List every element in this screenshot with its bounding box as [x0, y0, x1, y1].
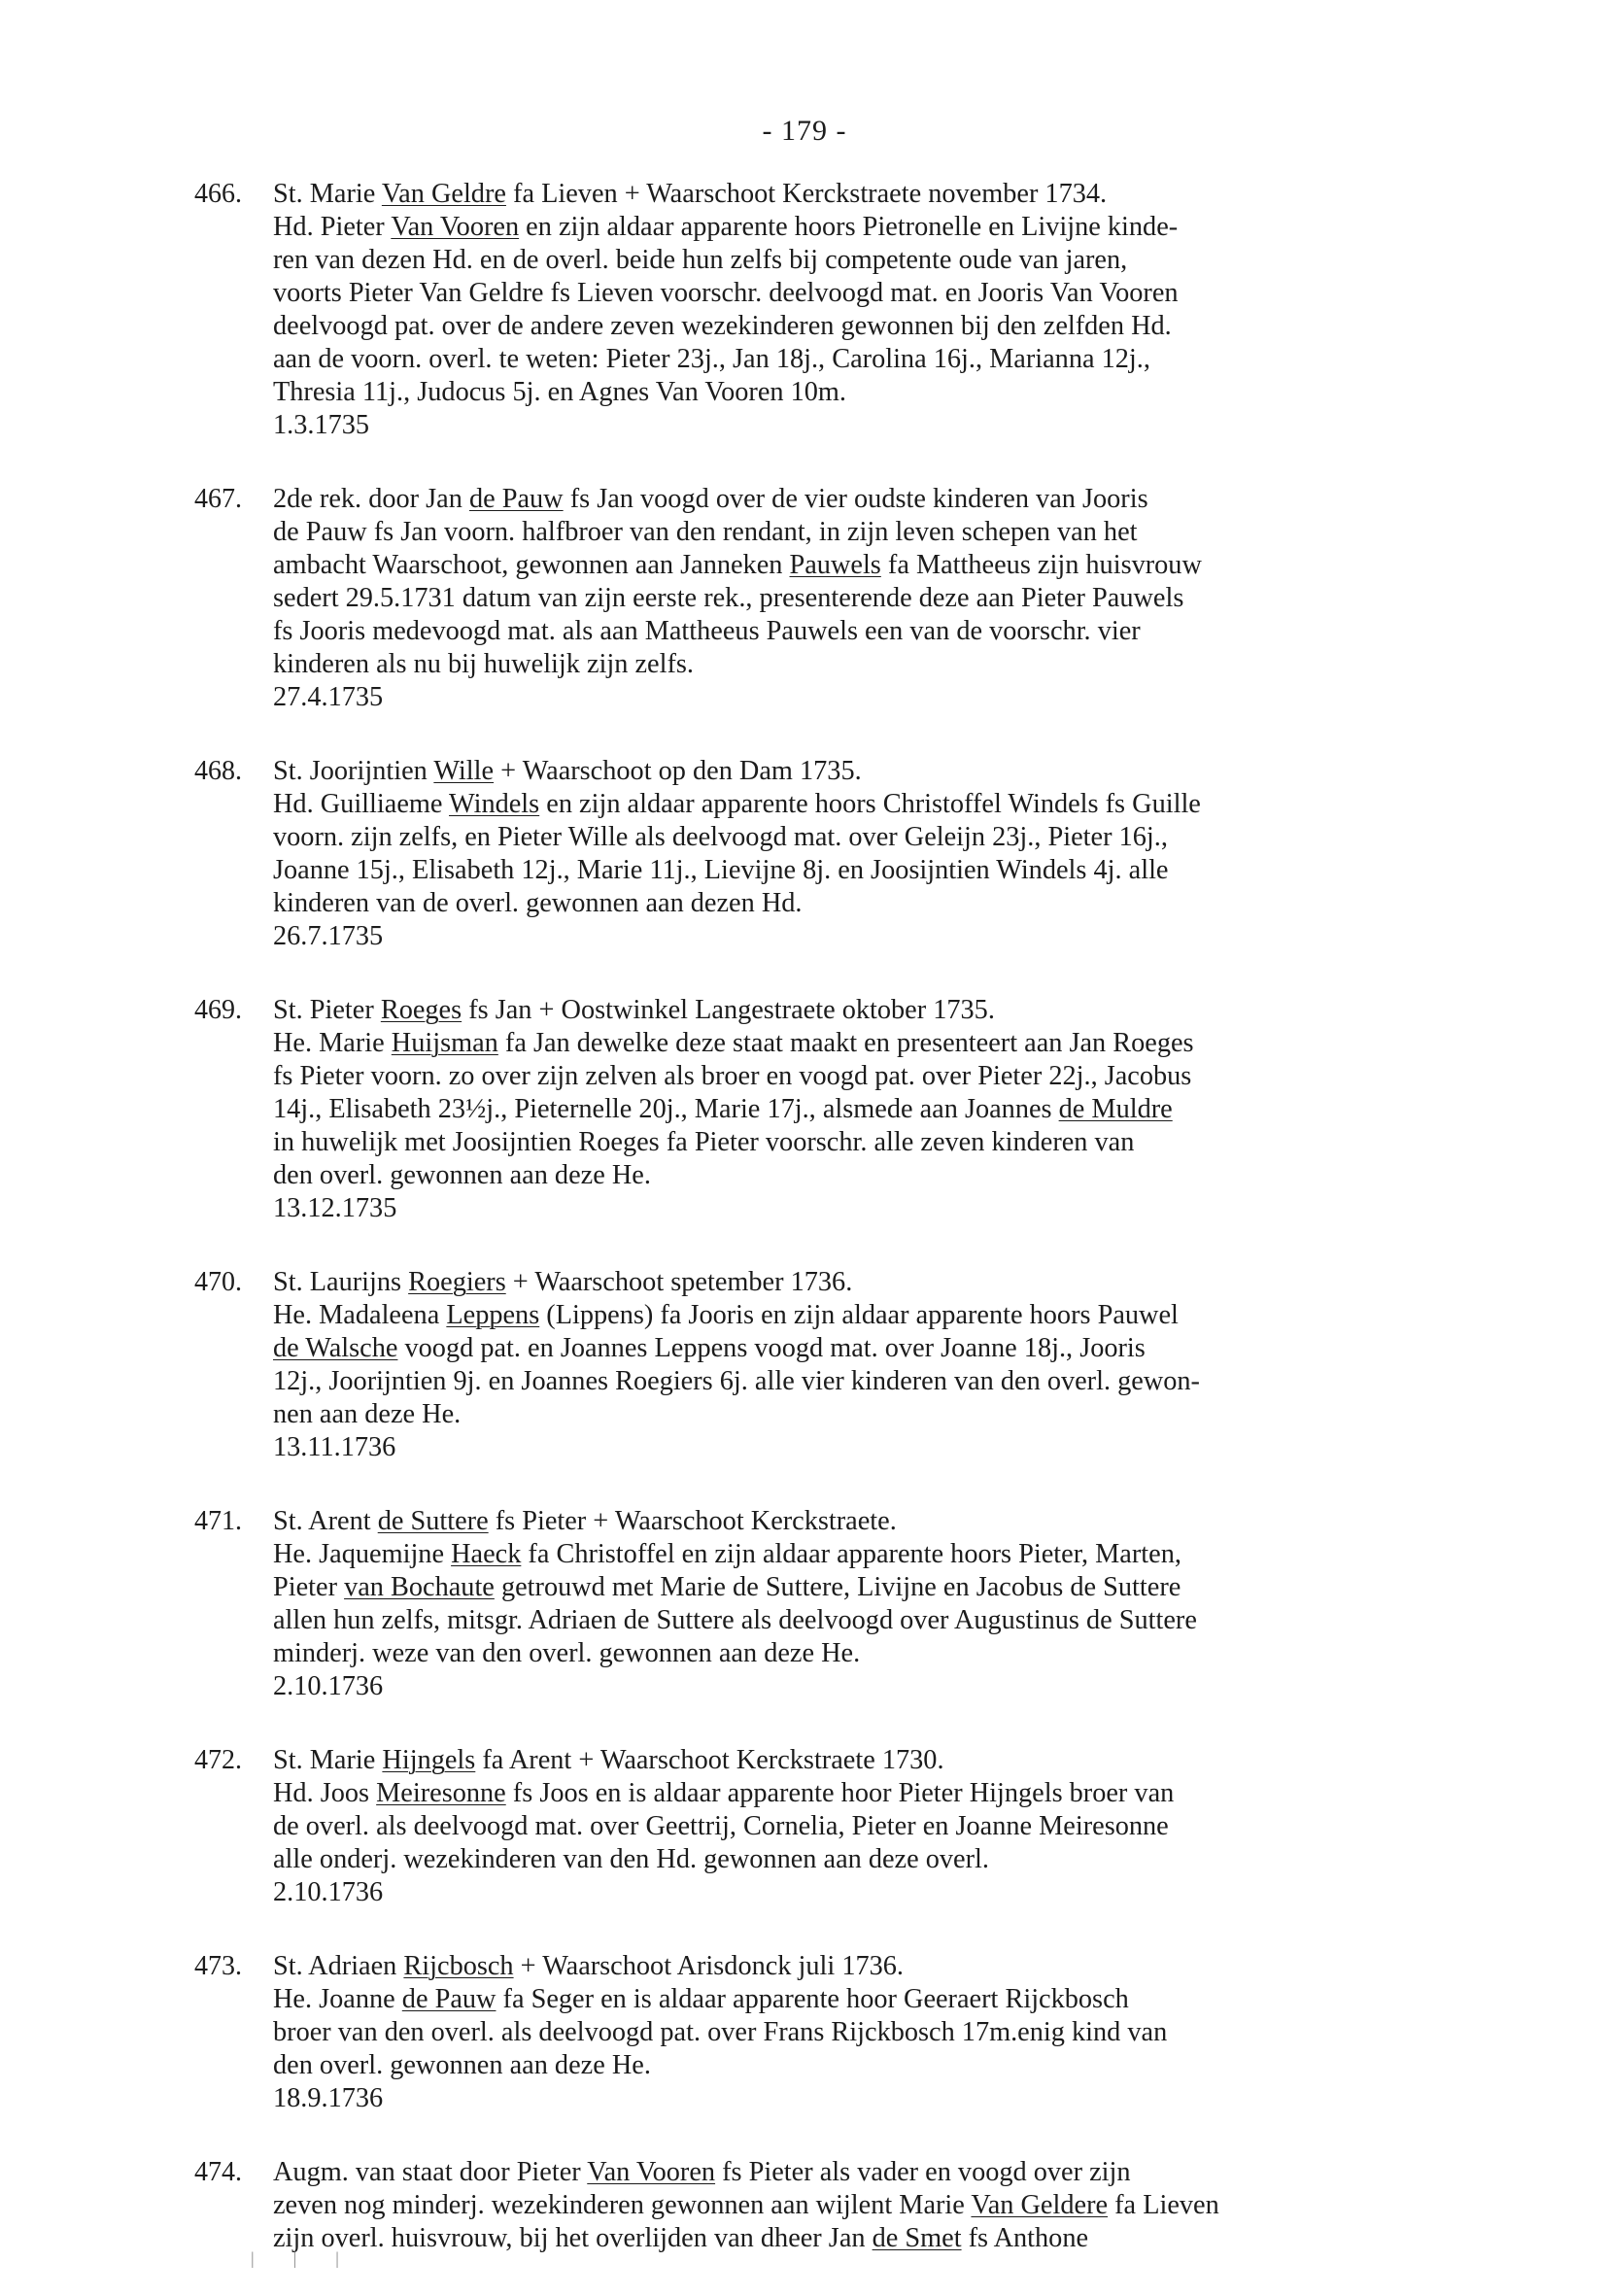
text-segment: Augm. van staat door Pieter — [273, 2157, 588, 2187]
text-segment: 13.11.1736 — [273, 1432, 396, 1462]
entry-line — [273, 2016, 1570, 2049]
text-segment: St. Laurijns — [273, 1267, 409, 1297]
text-segment: fs Jan + Oostwinkel Langestraete oktober 1735. — [462, 995, 995, 1025]
underlined-name: Meiresonne — [376, 1778, 506, 1808]
entry-line — [273, 854, 1570, 887]
underlined-name: Leppens — [446, 1300, 540, 1330]
entry-line — [273, 409, 1570, 442]
text-segment: He. Jaquemijne — [273, 1539, 452, 1569]
entry — [0, 1505, 1609, 1703]
page-number: - 179 - — [762, 115, 847, 147]
underlined-name: Van Vooren — [391, 212, 520, 242]
entry-line — [273, 920, 1570, 953]
entry-number: 470. — [194, 1267, 242, 1297]
underlined-name: Roegiers — [408, 1267, 506, 1297]
entry-line — [273, 1093, 1570, 1126]
entry-line — [273, 615, 1570, 648]
text-segment: 18.9.1736 — [273, 2083, 384, 2113]
entry-body — [273, 2156, 1570, 2255]
text-segment: 12j., Joorijntien 9j. en Joannes Roegiers 6j. alle vier kinderen van den overl. gewon- — [273, 1366, 1200, 1396]
text-segment: voogd pat. en Joannes Leppens voogd mat. over Joanne 18j., Jooris — [397, 1333, 1146, 1363]
text-segment: de overl. als deelvoogd mat. over Geettrij, Cornelia, Pieter en Joanne Meiresonne — [273, 1811, 1169, 1841]
entry-line — [273, 1332, 1570, 1365]
entry-line — [273, 1744, 1570, 1777]
text-segment: Joanne 15j., Elisabeth 12j., Marie 11j., Lievijne 8j. en Joosijntien Windels 4j. alle — [273, 855, 1169, 885]
underlined-name: de Suttere — [377, 1506, 489, 1536]
text-segment: + Waarschoot op den Dam 1735. — [494, 756, 862, 786]
text-segment: St. Joorijntien — [273, 756, 434, 786]
entry-line — [273, 1670, 1570, 1703]
text-segment: voorts Pieter Van Geldre fs Lieven voorschr. deelvoogd mat. en Jooris Van Vooren — [273, 278, 1179, 308]
entry-body — [273, 483, 1570, 714]
entry-number: 466. — [194, 179, 242, 209]
text-segment: voorn. zijn zelfs, en Pieter Wille als deelvoogd mat. over Geleijn 23j., Pieter 16j., — [273, 822, 1168, 852]
entry-line — [273, 549, 1570, 582]
text-segment: + Waarschoot spetember 1736. — [505, 1267, 853, 1297]
entry-line — [273, 1159, 1570, 1192]
underlined-name: Roeges — [380, 995, 462, 1025]
entry-number: 469. — [194, 995, 242, 1025]
underlined-name: Wille — [433, 756, 495, 786]
text-segment: 2.10.1736 — [273, 1671, 384, 1701]
text-segment: fa Lieven + Waarschoot Kerckstraete november 1734. — [505, 179, 1108, 209]
text-segment: in huwelijk met Joosijntien Roeges fa Pieter voorschr. alle zeven kinderen van — [273, 1127, 1135, 1157]
text-segment: fs Pieter + Waarschoot Kerckstraete. — [488, 1506, 897, 1536]
text-segment: den overl. gewonnen aan deze He. — [273, 2050, 651, 2080]
underlined-name: de Smet — [872, 2223, 962, 2253]
entry-number: 473. — [194, 1951, 242, 1981]
underlined-name: Van Geldre — [381, 179, 506, 209]
text-segment: minderj. weze van den overl. gewonnen aan deze He. — [273, 1638, 861, 1668]
text-segment: St. Arent — [273, 1506, 378, 1536]
entry-body — [273, 1266, 1570, 1464]
text-segment: 26.7.1735 — [273, 921, 384, 951]
text-segment: + Waarschoot Arisdonck juli 1736. — [513, 1951, 905, 1981]
entry-number: 472. — [194, 1745, 242, 1775]
text-segment: 1.3.1735 — [273, 410, 370, 440]
text-segment: kinderen van de overl. gewonnen aan dezen Hd. — [273, 888, 803, 918]
text-segment: 2de rek. door Jan — [273, 484, 469, 514]
text-segment: ambacht Waarschoot, gewonnen aan Janneken — [273, 550, 790, 580]
text-segment: deelvoogd pat. over de andere zeven wezekinderen gewonnen bij den zelfden Hd. — [273, 311, 1172, 341]
text-segment: sedert 29.5.1731 datum van zijn eerste rek., presenterende deze aan Pieter Pauwels — [273, 583, 1184, 613]
entry-line — [273, 1843, 1570, 1876]
underlined-name: de Pauw — [468, 484, 564, 514]
text-segment: (Lippens) fa Jooris en zijn aldaar apparente hoors Pauwel — [539, 1300, 1179, 1330]
text-segment: fs Jooris medevoogd mat. als aan Mattheeus Pauwels een van de voorschr. vier — [273, 616, 1141, 646]
entry-line — [273, 211, 1570, 244]
entry-body — [273, 1744, 1570, 1909]
text-segment: Thresia 11j., Judocus 5j. en Agnes Van Vooren 10m. — [273, 377, 846, 407]
underlined-name: Van Vooren — [587, 2157, 716, 2187]
entry-line — [273, 1637, 1570, 1670]
entry-line — [273, 2189, 1570, 2222]
entry — [0, 178, 1609, 442]
text-segment: zijn overl. huisvrouw, bij het overlijden van dheer Jan — [273, 2223, 873, 2253]
underlined-name: de Muldre — [1058, 1094, 1173, 1124]
text-segment: He. Joanne — [273, 1984, 402, 2014]
entry — [0, 1266, 1609, 1464]
entry-line — [273, 1876, 1570, 1909]
text-segment: fs Pieter als vader en voogd over zijn — [715, 2157, 1131, 2187]
text-segment: fs Jan voogd over de vier oudste kinderen van Jooris — [563, 484, 1148, 514]
text-segment: St. Pieter — [273, 995, 381, 1025]
entry-line — [273, 1810, 1570, 1843]
entry-line — [273, 1398, 1570, 1431]
entry-line — [273, 821, 1570, 854]
entry-line — [273, 648, 1570, 681]
text-segment: fs Pieter voorn. zo over zijn zelven als broer en voogd pat. over Pieter 22j., Jacobus — [273, 1061, 1192, 1091]
entry — [0, 994, 1609, 1225]
underlined-name: Haeck — [451, 1539, 522, 1569]
text-segment: fa Mattheeus zijn huisvrouw — [880, 550, 1202, 580]
text-segment: 14j., Elisabeth 23½j., Pieternelle 20j., Marie 17j., alsmede aan Joannes — [273, 1094, 1059, 1124]
entry-line — [273, 755, 1570, 788]
text-segment: ren van dezen Hd. en de overl. beide hun zelfs bij competente oude van jaren, — [273, 245, 1128, 275]
underlined-name: Van Geldere — [971, 2190, 1109, 2220]
entry-number: 471. — [194, 1506, 242, 1536]
text-segment: fa Arent + Waarschoot Kerckstraete 1730. — [475, 1745, 944, 1775]
text-segment: broer van den overl. als deelvoogd pat. over Frans Rijckbosch 17m.enig kind van — [273, 2017, 1168, 2047]
entry-line — [273, 1192, 1570, 1225]
text-segment: den overl. gewonnen aan deze He. — [273, 1160, 651, 1190]
entry-line — [273, 887, 1570, 920]
entry-body — [273, 1950, 1570, 2115]
entry-line — [273, 1777, 1570, 1810]
entry-line — [273, 1571, 1570, 1604]
text-segment: He. Marie — [273, 1028, 392, 1058]
entry-line — [273, 2156, 1570, 2189]
underlined-name: Hijngels — [382, 1745, 476, 1775]
text-segment: aan de voorn. overl. te weten: Pieter 23j., Jan 18j., Carolina 16j., Marianna 12j., — [273, 344, 1150, 374]
entry-body — [273, 755, 1570, 953]
entry-line — [273, 516, 1570, 549]
underlined-name: de Walsche — [273, 1333, 398, 1363]
entry-body — [273, 1505, 1570, 1703]
entry-number: 474. — [194, 2157, 242, 2187]
entry-line — [273, 1983, 1570, 2016]
text-segment: 13.12.1735 — [273, 1193, 397, 1223]
entry-line — [273, 310, 1570, 343]
text-segment: de Pauw fs Jan voorn. halfbroer van den rendant, in zijn leven schepen van het — [273, 517, 1138, 547]
entry-line — [273, 2049, 1570, 2082]
text-segment: fa Seger en is aldaar apparente hoor Geeraert Rijckbosch — [496, 1984, 1129, 2014]
entry-body — [273, 994, 1570, 1225]
entry-line — [273, 178, 1570, 211]
entry-line — [273, 788, 1570, 821]
underlined-name: Pauwels — [789, 550, 881, 580]
entry — [0, 1950, 1609, 2115]
entry-number: 468. — [194, 756, 242, 786]
entry — [0, 755, 1609, 953]
entry-line — [273, 277, 1570, 310]
text-segment: Pieter — [273, 1572, 345, 1602]
entry-line — [273, 1266, 1570, 1299]
text-segment: 2.10.1736 — [273, 1877, 384, 1907]
underlined-name: Windels — [449, 789, 540, 819]
scan-marks: ||| — [251, 2248, 378, 2268]
underlined-name: Huijsman — [391, 1028, 498, 1058]
entries-list — [0, 178, 1609, 2296]
entry — [0, 2156, 1609, 2255]
entry-number: 467. — [194, 484, 242, 514]
entry-line — [273, 1505, 1570, 1538]
entry-line — [273, 1299, 1570, 1332]
text-segment: zeven nog minderj. wezekinderen gewonnen aan wijlent Marie — [273, 2190, 972, 2220]
text-segment: en zijn aldaar apparente hoors Pietronelle en Livijne kinde- — [519, 212, 1179, 242]
entry-line — [273, 1126, 1570, 1159]
entry-line — [273, 483, 1570, 516]
text-segment: St. Marie — [273, 1745, 383, 1775]
entry-line — [273, 1027, 1570, 1060]
text-segment: Hd. Joos — [273, 1778, 377, 1808]
text-segment: alle onderj. wezekinderen van den Hd. gewonnen aan deze overl. — [273, 1844, 989, 1874]
entry-body — [273, 178, 1570, 442]
underlined-name: van Bochaute — [344, 1572, 495, 1602]
entry-line — [273, 376, 1570, 409]
text-segment: St. Marie — [273, 179, 382, 209]
text-segment: fs Joos en is aldaar apparente hoor Pieter Hijngels broer van — [505, 1778, 1175, 1808]
entry — [0, 483, 1609, 714]
entry-line — [273, 582, 1570, 615]
underlined-name: Rijcbosch — [403, 1951, 514, 1981]
entry-line — [273, 1950, 1570, 1983]
text-segment: allen hun zelfs, mitsgr. Adriaen de Suttere als deelvoogd over Augustinus de Suttere — [273, 1605, 1197, 1635]
text-segment: He. Madaleena — [273, 1300, 447, 1330]
text-segment: St. Adriaen — [273, 1951, 404, 1981]
text-segment: fa Lieven — [1108, 2190, 1219, 2220]
text-segment: kinderen als nu bij huwelijk zijn zelfs. — [273, 649, 694, 679]
text-segment: Hd. Guilliaeme — [273, 789, 450, 819]
text-segment: 27.4.1735 — [273, 682, 384, 712]
text-segment: fa Jan dewelke deze staat maakt en presenteert aan Jan Roeges — [497, 1028, 1194, 1058]
text-segment: en zijn aldaar apparente hoors Christoffel Windels fs Guille — [539, 789, 1201, 819]
text-segment: getrouwd met Marie de Suttere, Livijne en Jacobus de Suttere — [494, 1572, 1181, 1602]
entry-line — [273, 2082, 1570, 2115]
entry-line — [273, 2222, 1570, 2255]
entry-line — [273, 1431, 1570, 1464]
entry-line — [273, 1060, 1570, 1093]
entry-line — [273, 343, 1570, 376]
text-segment: fa Christoffel en zijn aldaar apparente hoors Pieter, Marten, — [521, 1539, 1181, 1569]
entry-line — [273, 681, 1570, 714]
underlined-name: de Pauw — [401, 1984, 496, 2014]
entry — [0, 1744, 1609, 1909]
entry-line — [273, 994, 1570, 1027]
entry-line — [273, 1538, 1570, 1571]
entry-line — [273, 1604, 1570, 1637]
entry-line — [273, 1365, 1570, 1398]
text-segment: fs Anthone — [961, 2223, 1089, 2253]
entry-line — [273, 244, 1570, 277]
text-segment: Hd. Pieter — [273, 212, 392, 242]
text-segment: nen aan deze He. — [273, 1399, 462, 1429]
